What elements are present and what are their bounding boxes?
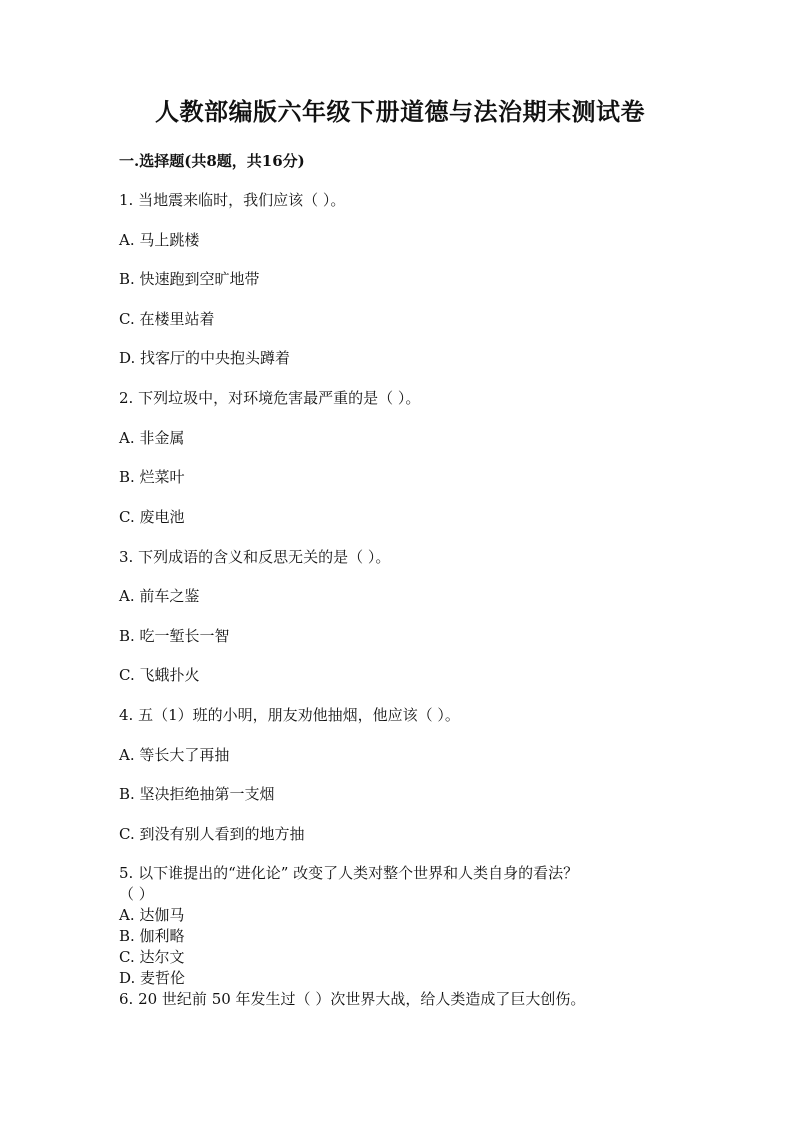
question-3-option-b[interactable]: B. 吃一堑长一智 bbox=[119, 627, 230, 645]
question-3-stem: 3. 下列成语的含义和反思无关的是（ ）。 bbox=[119, 548, 391, 566]
question-1-option-c[interactable]: C. 在楼里站着 bbox=[119, 310, 215, 328]
question-3-option-c[interactable]: C. 飞蛾扑火 bbox=[119, 666, 200, 684]
question-5-stem-continuation: （ ） bbox=[119, 885, 154, 903]
question-1-option-d[interactable]: D. 找客厅的中央抱头蹲着 bbox=[119, 349, 291, 367]
question-4-option-a[interactable]: A. 等长大了再抽 bbox=[119, 746, 230, 764]
question-4-option-b[interactable]: B. 坚决拒绝抽第一支烟 bbox=[119, 785, 275, 803]
question-1-option-a[interactable]: A. 马上跳楼 bbox=[119, 231, 200, 249]
question-4-option-c[interactable]: C. 到没有别人看到的地方抽 bbox=[119, 825, 305, 843]
question-2-stem: 2. 下列垃圾中，对环境危害最严重的是（ ）。 bbox=[119, 389, 421, 407]
question-4-stem: 4. 五（1）班的小明，朋友劝他抽烟，他应该（ ）。 bbox=[119, 706, 460, 724]
question-1-stem: 1. 当地震来临时，我们应该（ ）。 bbox=[119, 191, 346, 209]
question-5-option-a[interactable]: A. 达伽马 bbox=[119, 906, 185, 924]
question-5-option-d[interactable]: D. 麦哲伦 bbox=[119, 969, 186, 987]
question-2-option-a[interactable]: A. 非金属 bbox=[119, 429, 185, 447]
question-5-option-b[interactable]: B. 伽利略 bbox=[119, 927, 185, 945]
exam-title: 人教部编版六年级下册道德与法治期末测试卷 bbox=[155, 97, 645, 126]
question-1-option-b[interactable]: B. 快速跑到空旷地带 bbox=[119, 270, 260, 288]
question-5-option-c[interactable]: C. 达尔文 bbox=[119, 948, 185, 966]
question-2-option-c[interactable]: C. 废电池 bbox=[119, 508, 185, 526]
question-3-option-a[interactable]: A. 前车之鉴 bbox=[119, 587, 200, 605]
question-2-option-b[interactable]: B. 烂菜叶 bbox=[119, 468, 185, 486]
question-5-stem: 5. 以下谁提出的“进化论” 改变了人类对整个世界和人类自身的看法？ bbox=[119, 864, 579, 882]
section-heading: 一.选择题(共8题，共16分) bbox=[119, 152, 305, 170]
question-6-stem: 6. 20 世纪前 50 年发生过（ ）次世界大战，给人类造成了巨大创伤。 bbox=[119, 990, 586, 1008]
